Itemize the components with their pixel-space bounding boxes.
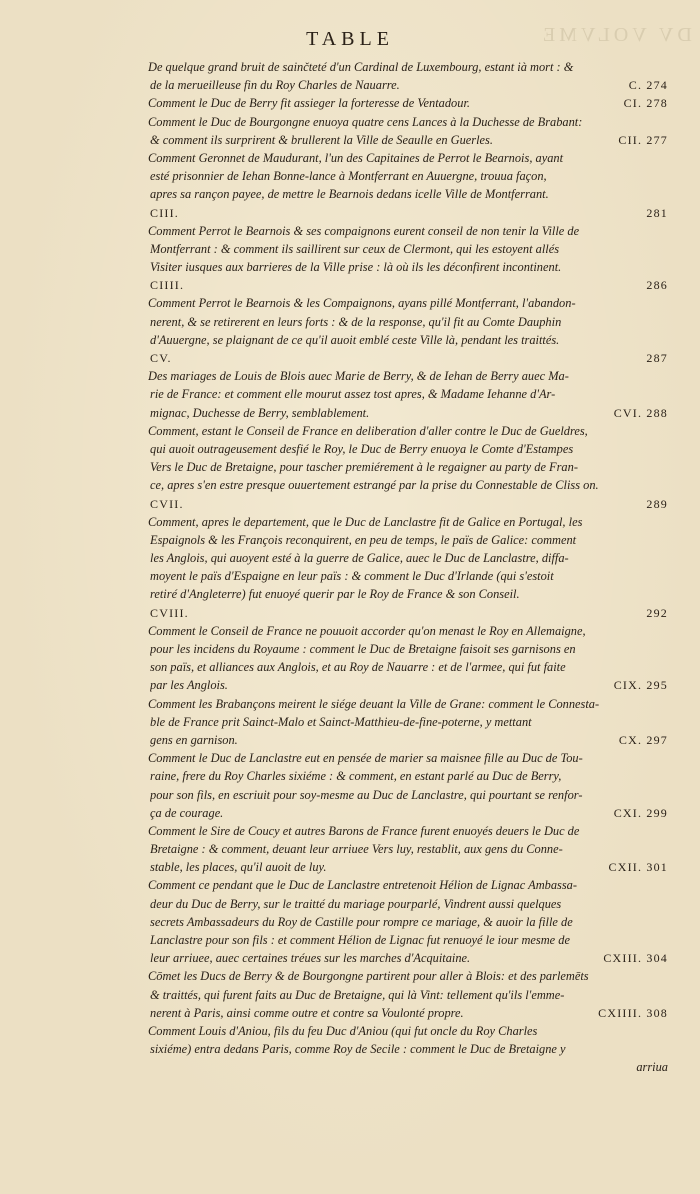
toc-entry[interactable]: [150, 749, 668, 822]
entry-text-line: ble de France prit Sainct-Malo et Sainct-Matthieu-de-fine-poterne, y mettant: [150, 714, 532, 729]
toc-entry[interactable]: [150, 294, 668, 367]
chapter-reference: [150, 204, 668, 222]
chapter-number: CX.: [618, 732, 643, 747]
entry-text-line: Vers le Duc de Bretaigne, pour tascher premiérement à le regaigner au party de Fran-: [150, 460, 578, 475]
entry-text-line: Comment les Brabançons meirent le siége deuant la Ville de Grane: comment le Connesta-: [148, 696, 600, 711]
chapter-reference: [624, 94, 668, 112]
catchword: arriua: [636, 1060, 668, 1075]
toc-entry[interactable]: [150, 513, 668, 622]
entry-text-line: esté prisonnier de Iehan Bonne-lance à Montferrant en Auuergne, trouua façon,: [150, 169, 547, 184]
entry-text-line: rie de France: et comment elle mourut assez tost apres, & Madame Iehanne d'Ar-: [150, 387, 556, 402]
entry-text-line: & traittés, qui furent faits au Duc de Bretaigne, qui là Vint: tellement qu'ils l'emme-: [150, 987, 565, 1002]
page-number: 295: [646, 678, 668, 693]
entry-text-line: Montferrant : & comment ils saillirent sur ceux de Clermont, qui les estoyent allés: [150, 241, 560, 256]
entry-text-line: Comment le Conseil de France ne pouuoit accorder qu'on menast le Roy en Allemaigne,: [148, 623, 586, 638]
chapter-number: CI.: [623, 96, 643, 111]
toc-entry[interactable]: [150, 94, 668, 112]
toc-entry[interactable]: [150, 149, 668, 222]
toc-entry[interactable]: [150, 695, 668, 750]
entry-text-line: Comment Louis d'Aniou, fils du feu Duc d'Aniou (qui fut oncle du Roy Charles: [148, 1023, 538, 1038]
entry-text-line: Bretaigne : & comment, deuant leur arriuee Vers luy, restablit, aux gens du Conne-: [150, 842, 563, 857]
entry-last-line: [150, 76, 668, 94]
entry-last-line: [150, 804, 668, 822]
chapter-number: CIII.: [150, 205, 179, 220]
entry-text-line: Comment Perrot le Bearnois & ses compaignons eurent conseil de non tenir la Ville de: [148, 223, 580, 238]
chapter-number: C.: [628, 78, 643, 93]
entry-text-line: Espaignols & les François reconquirent, en peu de temps, le païs de Galice: comment: [150, 532, 577, 547]
entry-text-line: Comment, apres le departement, que le Duc de Lanclastre fit de Galice en Portugal, les: [148, 514, 583, 529]
toc-entry[interactable]: [150, 967, 668, 1022]
entry-text-line: Des mariages de Louis de Blois auec Marie de Berry, & de Iehan de Berry auec Ma-: [148, 369, 569, 384]
page-number: 308: [646, 1005, 668, 1020]
entry-text-line: gens en garnison.: [150, 732, 238, 747]
page-number: 278: [646, 96, 668, 111]
entry-text-line: moyent le païs d'Espaigne en leur païs : & comment le Duc d'Irlande (qui s'estoit: [150, 569, 554, 584]
chapter-number: CXIII.: [603, 951, 643, 966]
entry-text-line: nerent à Paris, ainsi comme outre et contre sa Voulonté propre.: [150, 1005, 464, 1020]
entry-text-line: Comment le Duc de Lanclastre eut en pensée de marier sa maisnee fille au Duc de Tou-: [148, 751, 583, 766]
page-number: 304: [646, 951, 668, 966]
toc-entry[interactable]: [150, 58, 668, 94]
chapter-reference: [614, 404, 668, 422]
table-of-contents: [150, 58, 668, 1077]
entry-text-line: sixiéme) entra dedans Paris, comme Roy de Secile : comment le Duc de Bretaigne y: [150, 1042, 566, 1057]
page-number: 286: [646, 278, 668, 293]
chapter-number: CIIII.: [150, 278, 185, 293]
page-number: 301: [646, 860, 668, 875]
entry-text-line: Comment, estant le Conseil de France en deliberation d'aller contre le Duc de Gueldres,: [148, 423, 588, 438]
entry-text-line: les Anglois, qui auoyent esté à la guerre de Galice, auec le Duc de Lanclastre, diffa-: [150, 551, 569, 566]
toc-entry[interactable]: [150, 422, 668, 513]
entry-text-line: & comment ils surprirent & brullerent la Ville de Seaulle en Guerles.: [150, 132, 493, 147]
chapter-number: CXI.: [613, 805, 643, 820]
toc-entry[interactable]: [150, 1022, 668, 1077]
entry-text-line: Comment Geronnet de Maudurant, l'un des Capitaines de Perrot le Bearnois, ayant: [148, 150, 564, 165]
entry-last-line: [148, 94, 668, 112]
toc-entry[interactable]: [150, 876, 668, 967]
entry-text-line: nerent, & se retirerent en leurs forts : & de la response, qu'il fit au Comte Dauphin: [150, 314, 562, 329]
entry-text-line: secrets Ambassadeurs du Roy de Castille pour rompre ce mariage, & auoir la fille de: [150, 914, 573, 929]
page-number: 287: [646, 351, 668, 365]
entry-text-line: De quelque grand bruit de sainčteté d'un Cardinal de Luxembourg, estant ià mort : &: [148, 60, 574, 74]
chapter-reference: [614, 804, 668, 822]
entry-text-line: par les Anglois.: [150, 678, 228, 693]
entry-text-line: Comment ce pendant que le Duc de Lanclastre entretenoit Hélion de Lignac Ambassa-: [148, 878, 578, 893]
chapter-number: CXIIII.: [598, 1005, 643, 1020]
entry-text-line: d'Auuergne, se plaignant de ce qu'il auoit emblé ceste Ville là, pendant les traittés.: [150, 332, 560, 347]
toc-entry[interactable]: [150, 622, 668, 695]
toc-entry[interactable]: [150, 822, 668, 877]
chapter-reference: [629, 76, 668, 94]
entry-last-line: [150, 858, 668, 876]
entry-text-line: pour son fils, en escriuit pour soy-mesme au Duc de Lanclastre, qui pourtant se renfor-: [150, 787, 583, 802]
entry-text-line: ce, apres s'en estre presque ouuertement estrangé par la prise du Connestable de Cliss on.: [150, 478, 599, 493]
entry-last-line: [150, 1004, 668, 1022]
page-number: 277: [646, 132, 668, 147]
entry-text-line: stable, les places, qu'il auoit de luy.: [150, 860, 327, 875]
entry-text-line: Comment le Sire de Coucy et autres Barons de France furent enuoyés deuers le Duc de: [148, 823, 580, 838]
chapter-number: CXII.: [608, 860, 643, 875]
entry-text-line: Comment le Duc de Bourgongne enuoya quatre cens Lances à la Duchesse de Brabant:: [148, 114, 583, 129]
chapter-number: CVII.: [150, 496, 184, 511]
toc-entry[interactable]: [150, 222, 668, 295]
entry-text-line: apres sa rançon payee, de mettre le Bearnois dedans icelle Ville de Montferrant.: [150, 187, 549, 202]
chapter-reference: [609, 858, 668, 876]
entry-text-line: qui auoit outrageusement desfié le Roy, le Duc de Berry enuoya le Comte d'Estampes: [150, 441, 574, 456]
entry-text-line: Lanclastre pour son fils : et comment Hélion de Lignac fut renuoyé le iour mesme de: [150, 933, 570, 947]
entry-last-line: [150, 949, 668, 967]
chapter-reference: [150, 349, 668, 367]
page-title: TABLE: [306, 28, 394, 50]
entry-text-line: retiré d'Angleterre) fut enuoyé querir par le Roy de France & son Conseil.: [150, 587, 520, 602]
entry-text-line: Comment le Duc de Berry fit assieger la forteresse de Ventadour.: [148, 96, 470, 111]
show-through-text: DV VOLVME: [539, 24, 692, 46]
entry-text-line: Cōmet les Ducs de Berry & de Bourgongne partirent pour aller à Blois: et des parlemēts: [148, 969, 589, 984]
entry-text-line: pour les incidens du Royaume : comment le Duc de Bretaigne faisoit ses garnisons en: [150, 642, 576, 656]
chapter-reference: [614, 676, 668, 694]
entry-text-line: deur du Duc de Berry, sur le traitté du mariage pourparlé, Vindrent aussi quelques: [150, 896, 562, 911]
entry-text-line: mignac, Duchesse de Berry, semblablement.: [150, 405, 370, 420]
entry-text-line: Comment Perrot le Bearnois & les Compaignons, ayans pillé Montferrant, l'abandon-: [148, 296, 576, 311]
entry-text-line: leur arriuee, auec certaines tréues sur les marches d'Acquitaine.: [150, 951, 471, 966]
chapter-number: CVIII.: [150, 605, 189, 620]
page-number: 281: [646, 205, 668, 220]
entry-last-line: [150, 731, 668, 749]
chapter-reference: [598, 1004, 668, 1022]
chapter-reference: [150, 604, 668, 622]
chapter-reference: [150, 495, 668, 513]
chapter-number: CIX.: [613, 678, 643, 693]
chapter-reference: [150, 276, 668, 294]
chapter-reference: [603, 949, 668, 967]
chapter-number: CVI.: [613, 405, 643, 420]
entry-last-line: [150, 131, 668, 149]
chapter-number: CV.: [150, 351, 172, 365]
entry-text-line: de la merueilleuse fin du Roy Charles de Nauarre.: [150, 78, 400, 93]
entry-text-line: ça de courage.: [150, 805, 224, 820]
chapter-reference: [618, 131, 668, 149]
page-number: 297: [646, 732, 668, 747]
page-number: 274: [646, 78, 668, 93]
page-number: 299: [646, 805, 668, 820]
entry-text-line: raine, frere du Roy Charles sixiéme : & comment, en estant parlé au Duc de Berry,: [150, 769, 562, 784]
page-number: 289: [646, 496, 668, 511]
toc-entry[interactable]: [150, 113, 668, 149]
chapter-number: CII.: [618, 132, 643, 147]
entry-last-line: [150, 404, 668, 422]
entry-text-line: Visiter iusques aux barrieres de la Ville prise : là où ils les déconfirent incontinent.: [150, 260, 562, 275]
chapter-reference: [619, 731, 668, 749]
entry-last-line: [150, 676, 668, 694]
page-number: 288: [646, 405, 668, 420]
page-number: 292: [646, 605, 668, 620]
toc-entry[interactable]: [150, 367, 668, 422]
entry-text-line: son païs, et alliances aux Anglois, et au Roy de Nauarre : et de l'armee, qui fut faite: [150, 660, 566, 675]
